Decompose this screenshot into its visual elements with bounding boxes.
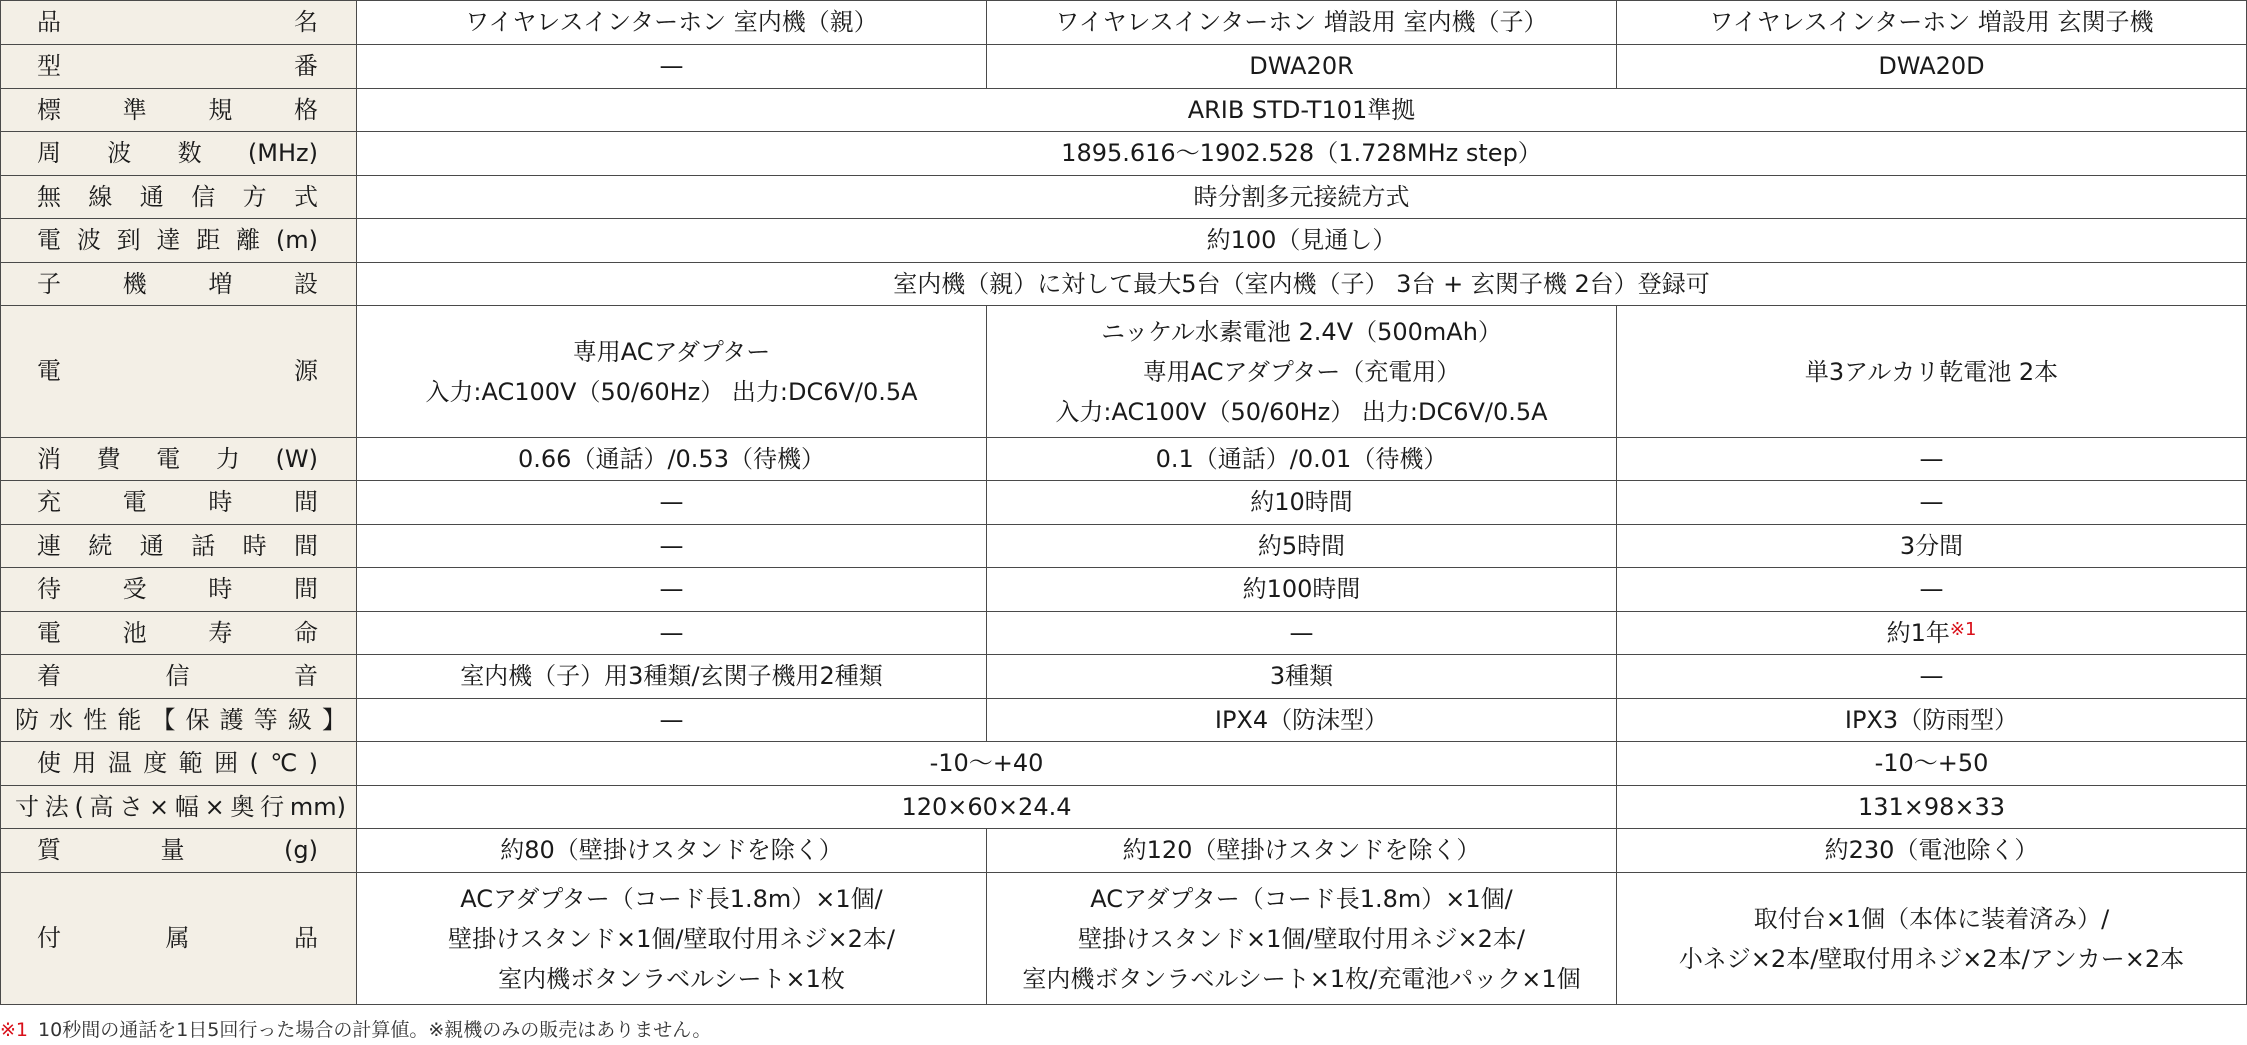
cell-consumption-door: — — [1617, 438, 2247, 481]
cell-power-sub-line: 入力:AC100V（50/60Hz） 出力:DC6V/0.5A — [1055, 397, 1548, 426]
row-dimensions — [1, 786, 2247, 829]
label-consumption: 消費電力(W) — [1, 438, 357, 481]
label-standard: 標準規格 — [1, 89, 357, 132]
row-talk-time — [1, 525, 2247, 568]
cell-model-main: — — [357, 45, 987, 89]
cell-temperature-door: -10～+50 — [1617, 742, 2247, 786]
cell-battery-life-door — [1617, 612, 2247, 655]
cell-power-main-line: 専用ACアダプター — [572, 337, 771, 366]
label-standby-time: 待受時間 — [1, 568, 357, 612]
cell-waterproof-door: IPX3（防雨型） — [1617, 699, 2247, 742]
row-waterproof — [1, 699, 2247, 742]
row-expansion — [1, 263, 2247, 306]
row-standard — [1, 89, 2247, 132]
footnote-ref-mark: ※1 — [1949, 618, 1977, 640]
cell-power-main — [357, 306, 987, 438]
cell-ringtone-main: 室内機（子）用3種類/玄関子機用2種類 — [357, 655, 987, 699]
label-accessories: 付属品 — [1, 873, 357, 1005]
label-model: 型番 — [1, 45, 357, 89]
cell-accessories-door-line: 小ネジ×2本/壁取付用ネジ×2本/アンカー×2本 — [1678, 944, 2185, 973]
label-power: 電源 — [1, 306, 357, 438]
row-product-name — [1, 1, 2247, 45]
cell-model-sub: DWA20R — [987, 45, 1617, 89]
cell-power-door — [1617, 306, 2247, 438]
label-talk-time: 連続通話時間 — [1, 525, 357, 568]
cell-accessories-main — [357, 873, 987, 1005]
row-temperature — [1, 742, 2247, 786]
cell-frequency: 1895.616～1902.528（1.728MHz step） — [357, 132, 2247, 176]
cell-accessories-door-line: 取付台×1個（本体に装着済み）/ — [1753, 904, 2110, 933]
row-model — [1, 45, 2247, 89]
cell-accessories-main-line: 壁掛けスタンド×1個/壁取付用ネジ×2本/ — [448, 924, 895, 953]
cell-range: 約100（見通し） — [357, 219, 2247, 263]
cell-ringtone-sub: 3種類 — [987, 655, 1617, 699]
cell-charge-time-sub: 約10時間 — [987, 481, 1617, 525]
row-range — [1, 219, 2247, 263]
cell-waterproof-sub: IPX4（防沫型） — [987, 699, 1617, 742]
cell-battery-life-sub: — — [987, 612, 1617, 655]
label-battery-life: 電池寿命 — [1, 612, 357, 655]
cell-consumption-sub: 0.1（通話）/0.01（待機） — [987, 438, 1617, 481]
label-charge-time: 充電時間 — [1, 481, 357, 525]
label-weight: 質量(g) — [1, 829, 357, 873]
cell-waterproof-main: — — [357, 699, 987, 742]
cell-model-door: DWA20D — [1617, 45, 2247, 89]
cell-product-name-door: ワイヤレスインターホン 増設用 玄関子機 — [1617, 1, 2247, 45]
cell-talk-time-main: — — [357, 525, 987, 568]
cell-product-name-main: ワイヤレスインターホン 室内機（親） — [357, 1, 987, 45]
cell-product-name-sub: ワイヤレスインターホン 増設用 室内機（子） — [987, 1, 1617, 45]
cell-standard: ARIB STD-T101準拠 — [357, 89, 2247, 132]
cell-accessories-sub — [987, 873, 1617, 1005]
cell-talk-time-sub: 約5時間 — [987, 525, 1617, 568]
row-battery-life — [1, 612, 2247, 655]
battery-life-value: 約1年 — [1886, 618, 1950, 647]
cell-dimensions-indoor: 120×60×24.4 — [357, 786, 1617, 829]
footnote-mark: ※1 — [0, 1019, 29, 1041]
cell-accessories-main-line: 室内機ボタンラベルシート×1枚 — [498, 964, 845, 993]
label-ringtone: 着信音 — [1, 655, 357, 699]
cell-power-sub — [987, 306, 1617, 438]
footnote — [0, 1015, 711, 1042]
cell-wireless-method: 時分割多元接続方式 — [357, 176, 2247, 219]
row-ringtone — [1, 655, 2247, 699]
cell-standby-time-sub: 約100時間 — [987, 568, 1617, 612]
cell-battery-life-main: — — [357, 612, 987, 655]
cell-weight-sub: 約120（壁掛けスタンドを除く） — [987, 829, 1617, 873]
row-wireless-method — [1, 176, 2247, 219]
label-temperature: 使用温度範囲(℃) — [1, 742, 357, 786]
cell-weight-door: 約230（電池除く） — [1617, 829, 2247, 873]
cell-power-sub-line: ニッケル水素電池 2.4V（500mAh） — [1101, 317, 1502, 346]
row-standby-time — [1, 568, 2247, 612]
cell-accessories-sub-line: ACアダプター（コード長1.8m）×1個/ — [1090, 884, 1513, 913]
cell-accessories-main-line: ACアダプター（コード長1.8m）×1個/ — [460, 884, 883, 913]
cell-temperature-indoor: -10～+40 — [357, 742, 1617, 786]
cell-accessories-sub-line: 壁掛けスタンド×1個/壁取付用ネジ×2本/ — [1078, 924, 1525, 953]
label-frequency: 周波数(MHz) — [1, 132, 357, 176]
cell-accessories-door — [1617, 873, 2247, 1005]
row-charge-time — [1, 481, 2247, 525]
label-product-name: 品名 — [1, 1, 357, 45]
cell-ringtone-door: — — [1617, 655, 2247, 699]
label-wireless-method: 無線通信方式 — [1, 176, 357, 219]
cell-talk-time-door: 3分間 — [1617, 525, 2247, 568]
row-frequency — [1, 132, 2247, 176]
row-weight — [1, 829, 2247, 873]
cell-charge-time-door: — — [1617, 481, 2247, 525]
cell-dimensions-door: 131×98×33 — [1617, 786, 2247, 829]
row-power — [1, 306, 2247, 438]
cell-accessories-sub-line: 室内機ボタンラベルシート×1枚/充電池パック×1個 — [1022, 964, 1581, 993]
label-expansion: 子機増設 — [1, 263, 357, 306]
cell-power-main-line: 入力:AC100V（50/60Hz） 出力:DC6V/0.5A — [425, 377, 918, 406]
cell-weight-main: 約80（壁掛けスタンドを除く） — [357, 829, 987, 873]
cell-standby-time-main: — — [357, 568, 987, 612]
cell-consumption-main: 0.66（通話）/0.53（待機） — [357, 438, 987, 481]
row-accessories — [1, 873, 2247, 1005]
label-waterproof: 防水性能【保護等級】 — [1, 699, 357, 742]
cell-expansion: 室内機（親）に対して最大5台（室内機（子） 3台 + 玄関子機 2台）登録可 — [357, 263, 2247, 306]
cell-charge-time-main: — — [357, 481, 987, 525]
label-dimensions: 寸法(高さ×幅×奥行mm) — [1, 786, 357, 829]
label-range: 電波到達距離(m) — [1, 219, 357, 263]
footnote-text: 10秒間の通話を1日5回行った場合の計算値。※親機のみの販売はありません。 — [38, 1019, 712, 1041]
cell-power-door-line: 単3アルカリ乾電池 2本 — [1804, 357, 2059, 386]
cell-power-sub-line: 専用ACアダプター（充電用） — [1142, 357, 1461, 386]
row-consumption — [1, 438, 2247, 481]
cell-standby-time-door: — — [1617, 568, 2247, 612]
